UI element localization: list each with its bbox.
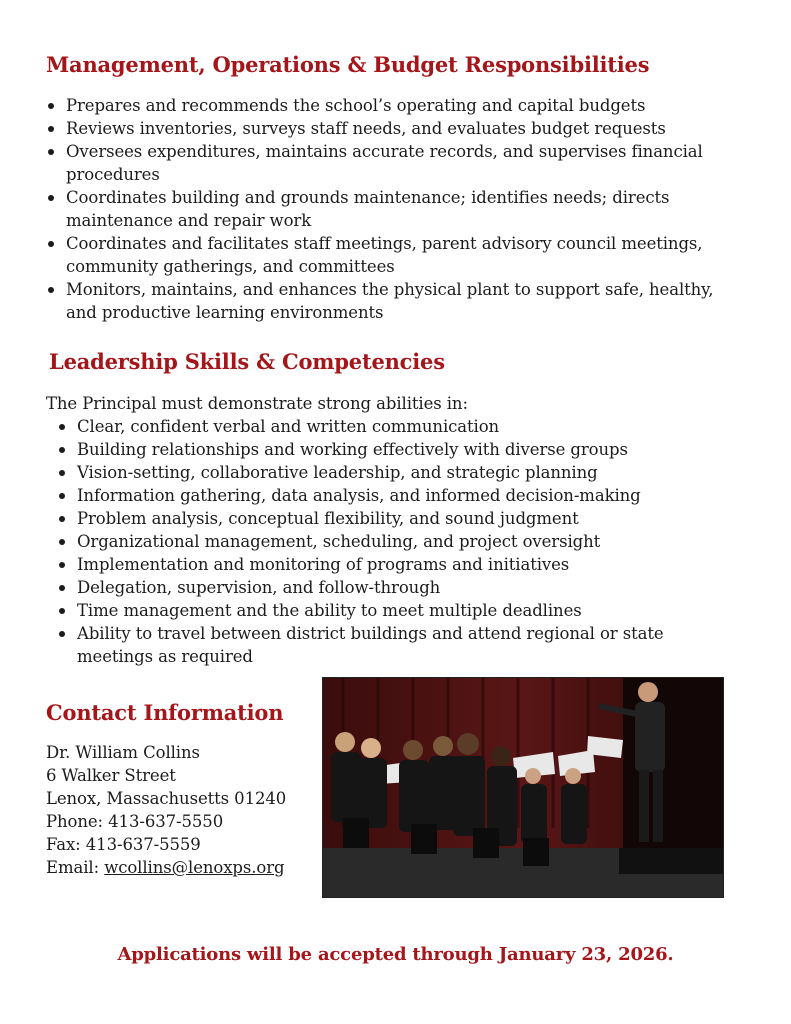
list-item: Vision-setting, collaborative leadership, and strategic planning bbox=[77, 461, 717, 484]
list-item: Coordinates building and grounds maintenance; identifies needs; directs maintenance and repair work bbox=[66, 186, 746, 232]
email-link[interactable]: wcollins@lenoxps.org bbox=[104, 858, 285, 877]
email-label: Email: bbox=[46, 858, 105, 877]
application-deadline: Applications will be accepted through January 23, 2026. bbox=[117, 944, 674, 965]
list-item: Oversees expenditures, maintains accurate records, and supervises financial procedures bbox=[66, 140, 746, 186]
contact-section-title: Contact Information bbox=[46, 700, 284, 725]
contact-name: Dr. William Collins bbox=[46, 743, 200, 762]
leadership-list bbox=[77, 415, 717, 668]
contact-email-row bbox=[46, 856, 286, 879]
list-item: Monitors, maintains, and enhances the physical plant to support safe, healthy, and productive learning environments bbox=[66, 278, 746, 324]
leadership-section-title: Leadership Skills & Competencies bbox=[49, 349, 445, 374]
leadership-intro: The Principal must demonstrate strong abilities in: bbox=[46, 394, 468, 413]
contact-street: 6 Walker Street bbox=[46, 766, 176, 785]
contact-city: Lenox, Massachusetts 01240 bbox=[46, 789, 287, 808]
contact-fax: Fax: 413-637-5559 bbox=[46, 835, 201, 854]
list-item: Building relationships and working effectively with diverse groups bbox=[77, 438, 717, 461]
list-item: Implementation and monitoring of programs and initiatives bbox=[77, 553, 717, 576]
list-item: Coordinates and facilitates staff meetings, parent advisory council meetings, community gatherings, and committees bbox=[66, 232, 746, 278]
management-list bbox=[66, 94, 746, 324]
list-item: Reviews inventories, surveys staff needs, and evaluates budget requests bbox=[66, 117, 746, 140]
band-photo bbox=[322, 677, 724, 898]
list-item: Prepares and recommends the school’s operating and capital budgets bbox=[66, 94, 746, 117]
contact-phone: Phone: 413-637-5550 bbox=[46, 812, 224, 831]
contact-block bbox=[46, 741, 286, 879]
management-section-title: Management, Operations & Budget Responsibilities bbox=[46, 52, 650, 77]
list-item: Delegation, supervision, and follow-through bbox=[77, 576, 717, 599]
list-item: Problem analysis, conceptual flexibility, and sound judgment bbox=[77, 507, 717, 530]
list-item: Organizational management, scheduling, and project oversight bbox=[77, 530, 717, 553]
list-item: Clear, confident verbal and written communication bbox=[77, 415, 717, 438]
list-item: Ability to travel between district buildings and attend regional or state meetings as required bbox=[77, 622, 717, 668]
list-item: Information gathering, data analysis, and informed decision-making bbox=[77, 484, 717, 507]
list-item: Time management and the ability to meet multiple deadlines bbox=[77, 599, 717, 622]
